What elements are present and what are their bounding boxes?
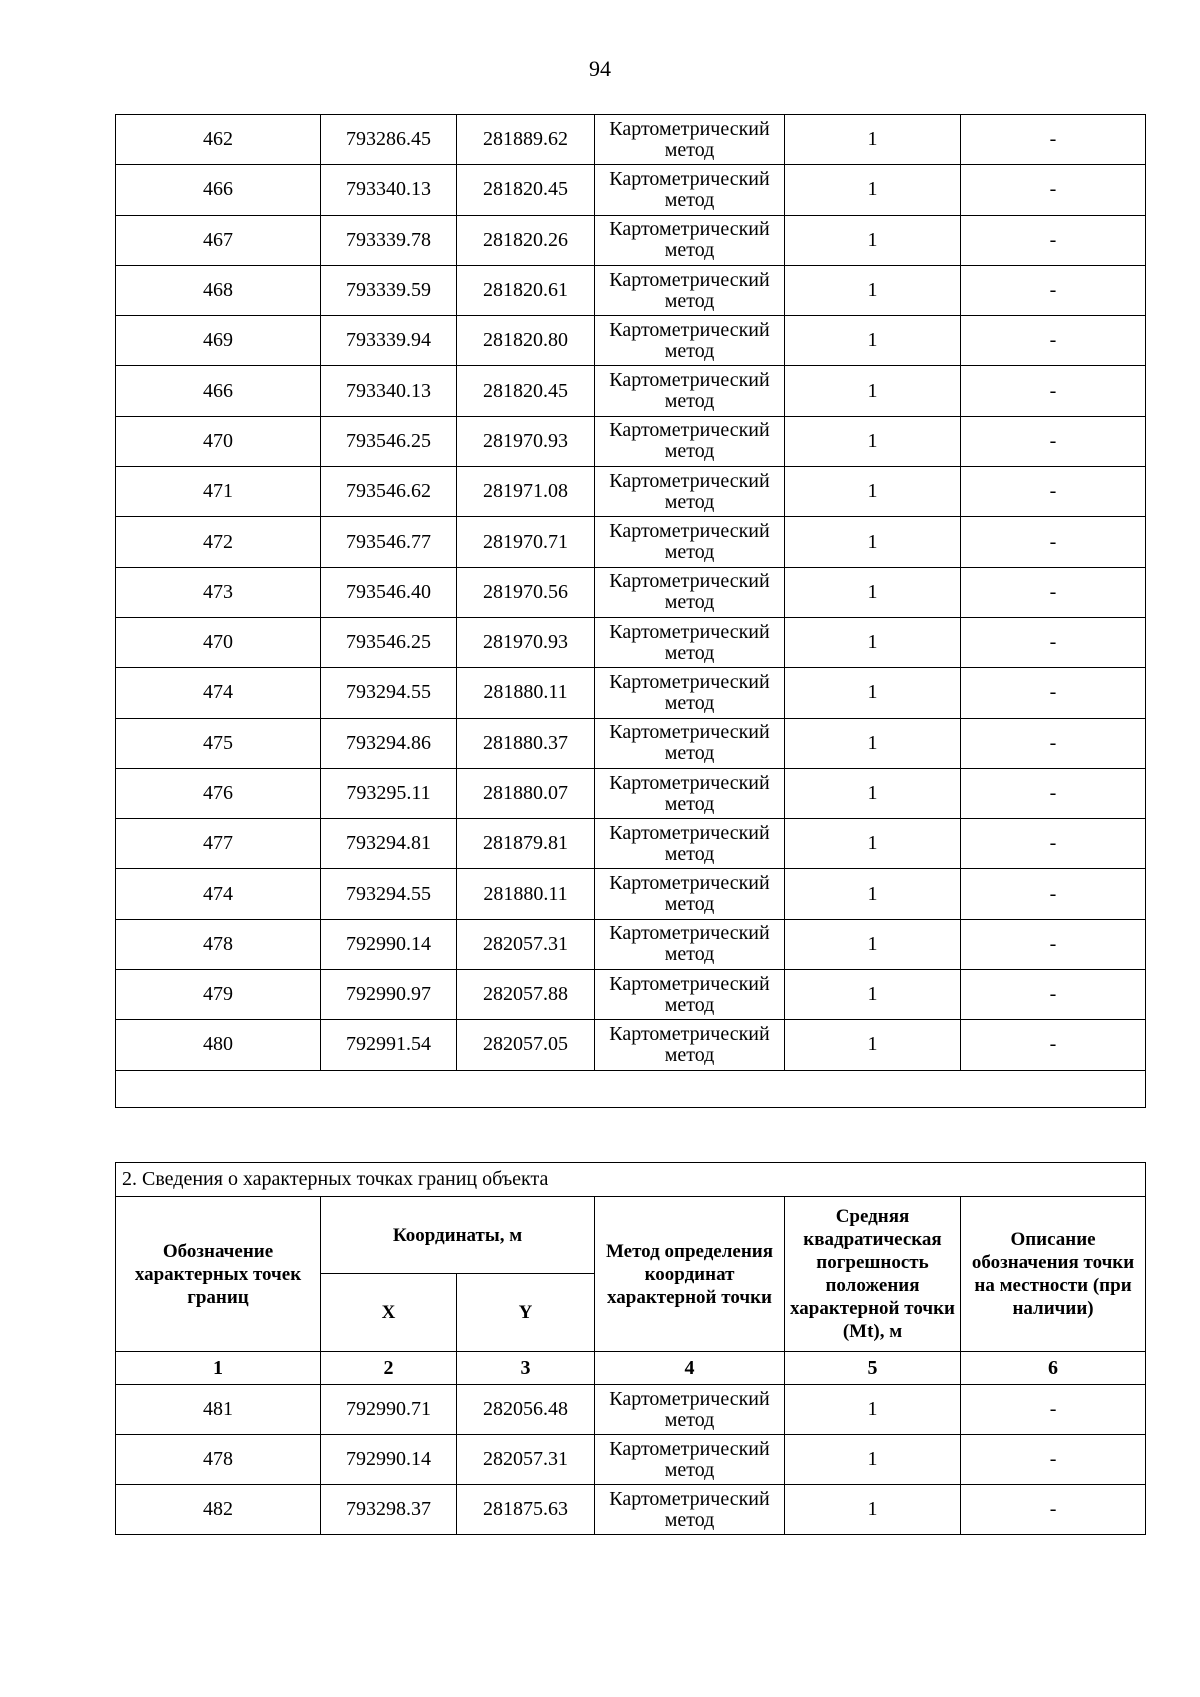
cell-error: 1	[785, 165, 961, 215]
cell-point: 478	[116, 1435, 321, 1485]
cell-error: 1	[785, 1485, 961, 1535]
cell-x: 792990.97	[321, 970, 457, 1020]
cell-x: 792990.14	[321, 1435, 457, 1485]
cell-error: 1	[785, 1435, 961, 1485]
header-y: Y	[457, 1274, 595, 1352]
column-number: 5	[785, 1352, 961, 1385]
table-row	[116, 617, 1146, 667]
cell-method: Картометрический метод	[595, 265, 785, 315]
cell-method: Картометрический метод	[595, 1485, 785, 1535]
cell-y: 281970.56	[457, 567, 595, 617]
table-row	[116, 467, 1146, 517]
cell-y: 281880.11	[457, 668, 595, 718]
cell-error: 1	[785, 718, 961, 768]
cell-method: Картометрический метод	[595, 517, 785, 567]
table1-body	[116, 115, 1146, 1108]
table-row	[116, 970, 1146, 1020]
cell-method: Картометрический метод	[595, 970, 785, 1020]
cell-description: -	[961, 617, 1146, 667]
cell-description: -	[961, 1020, 1146, 1070]
table-row	[116, 115, 1146, 165]
cell-x: 793546.40	[321, 567, 457, 617]
cell-point: 469	[116, 316, 321, 366]
cell-error: 1	[785, 366, 961, 416]
cell-error: 1	[785, 919, 961, 969]
cell-error: 1	[785, 768, 961, 818]
cell-y: 281880.11	[457, 869, 595, 919]
table-row	[116, 215, 1146, 265]
cell-description: -	[961, 215, 1146, 265]
cell-point: 471	[116, 467, 321, 517]
cell-point: 476	[116, 768, 321, 818]
cell-description: -	[961, 869, 1146, 919]
cell-method: Картометрический метод	[595, 215, 785, 265]
cell-y: 281879.81	[457, 819, 595, 869]
header-description: Описание обозначения точки на местности (при наличии)	[961, 1197, 1146, 1352]
table-caption: 2. Сведения о характерных точках границ объекта	[116, 1163, 1146, 1197]
cell-point: 472	[116, 517, 321, 567]
cell-x: 793294.55	[321, 668, 457, 718]
cell-method: Картометрический метод	[595, 1020, 785, 1070]
cell-x: 793298.37	[321, 1485, 457, 1535]
cell-x: 793294.55	[321, 869, 457, 919]
cell-method: Картометрический метод	[595, 768, 785, 818]
cell-y: 282057.88	[457, 970, 595, 1020]
cell-error: 1	[785, 467, 961, 517]
cell-y: 282057.05	[457, 1020, 595, 1070]
cell-x: 792990.71	[321, 1385, 457, 1435]
cell-error: 1	[785, 316, 961, 366]
table-row	[116, 316, 1146, 366]
empty-cell	[116, 1070, 1146, 1107]
cell-x: 793546.77	[321, 517, 457, 567]
cell-point: 474	[116, 668, 321, 718]
cell-method: Картометрический метод	[595, 165, 785, 215]
cell-y: 282057.31	[457, 1435, 595, 1485]
cell-error: 1	[785, 617, 961, 667]
table-row	[116, 1385, 1146, 1435]
cell-description: -	[961, 567, 1146, 617]
column-number-row	[116, 1352, 1146, 1385]
cell-point: 462	[116, 115, 321, 165]
table-row	[116, 1435, 1146, 1485]
table-row	[116, 1020, 1146, 1070]
table-row	[116, 718, 1146, 768]
cell-error: 1	[785, 1020, 961, 1070]
column-number: 6	[961, 1352, 1146, 1385]
cell-x: 793294.86	[321, 718, 457, 768]
cell-y: 281820.80	[457, 316, 595, 366]
cell-error: 1	[785, 1385, 961, 1435]
cell-x: 793340.13	[321, 366, 457, 416]
cell-method: Картометрический метод	[595, 718, 785, 768]
header-error: Средняя квадратическая погрешность положения характерной точки (Mt), м	[785, 1197, 961, 1352]
cell-point: 468	[116, 265, 321, 315]
cell-y: 281970.71	[457, 517, 595, 567]
table-row	[116, 869, 1146, 919]
cell-description: -	[961, 1485, 1146, 1535]
cell-x: 793546.25	[321, 416, 457, 466]
cell-method: Картометрический метод	[595, 316, 785, 366]
table-row	[116, 567, 1146, 617]
cell-method: Картометрический метод	[595, 869, 785, 919]
table-row	[116, 919, 1146, 969]
header-x: X	[321, 1274, 457, 1352]
cell-x: 792990.14	[321, 919, 457, 969]
table2-body	[116, 1163, 1146, 1535]
cell-method: Картометрический метод	[595, 668, 785, 718]
cell-method: Картометрический метод	[595, 115, 785, 165]
cell-y: 282057.31	[457, 919, 595, 969]
cell-x: 793339.59	[321, 265, 457, 315]
page-number: 94	[589, 56, 611, 81]
table-row	[116, 517, 1146, 567]
cell-description: -	[961, 366, 1146, 416]
cell-point: 470	[116, 617, 321, 667]
cell-method: Картометрический метод	[595, 617, 785, 667]
cell-x: 793339.94	[321, 316, 457, 366]
header-coordinates: Координаты, м	[321, 1197, 595, 1274]
cell-error: 1	[785, 115, 961, 165]
cell-method: Картометрический метод	[595, 467, 785, 517]
cell-description: -	[961, 416, 1146, 466]
cell-y: 281820.26	[457, 215, 595, 265]
header-point-designation: Обозначение характерных точек границ	[116, 1197, 321, 1352]
cell-error: 1	[785, 265, 961, 315]
cell-x: 793340.13	[321, 165, 457, 215]
boundary-points-table	[115, 1162, 1146, 1535]
cell-x: 793295.11	[321, 768, 457, 818]
cell-point: 466	[116, 366, 321, 416]
cell-method: Картометрический метод	[595, 1435, 785, 1485]
table-caption-row	[116, 1163, 1146, 1197]
cell-error: 1	[785, 668, 961, 718]
boundary-points-table-continued	[115, 114, 1146, 1108]
cell-method: Картометрический метод	[595, 366, 785, 416]
cell-y: 281875.63	[457, 1485, 595, 1535]
cell-description: -	[961, 970, 1146, 1020]
cell-x: 793546.25	[321, 617, 457, 667]
cell-method: Картометрический метод	[595, 416, 785, 466]
cell-description: -	[961, 265, 1146, 315]
column-number: 2	[321, 1352, 457, 1385]
cell-y: 281970.93	[457, 416, 595, 466]
table-row	[116, 366, 1146, 416]
cell-description: -	[961, 768, 1146, 818]
cell-error: 1	[785, 416, 961, 466]
cell-error: 1	[785, 215, 961, 265]
cell-point: 480	[116, 1020, 321, 1070]
cell-error: 1	[785, 567, 961, 617]
cell-point: 481	[116, 1385, 321, 1435]
cell-method: Картометрический метод	[595, 567, 785, 617]
cell-point: 478	[116, 919, 321, 969]
cell-x: 793546.62	[321, 467, 457, 517]
cell-description: -	[961, 467, 1146, 517]
cell-point: 475	[116, 718, 321, 768]
table-row	[116, 416, 1146, 466]
cell-description: -	[961, 517, 1146, 567]
cell-y: 281820.45	[457, 366, 595, 416]
column-number: 4	[595, 1352, 785, 1385]
empty-row	[116, 1070, 1146, 1107]
cell-point: 470	[116, 416, 321, 466]
cell-x: 792991.54	[321, 1020, 457, 1070]
cell-point: 466	[116, 165, 321, 215]
cell-y: 281970.93	[457, 617, 595, 667]
cell-error: 1	[785, 517, 961, 567]
cell-description: -	[961, 1385, 1146, 1435]
cell-description: -	[961, 165, 1146, 215]
table-row	[116, 165, 1146, 215]
cell-method: Картометрический метод	[595, 1385, 785, 1435]
cell-x: 793294.81	[321, 819, 457, 869]
cell-y: 281880.07	[457, 768, 595, 818]
cell-description: -	[961, 819, 1146, 869]
cell-point: 467	[116, 215, 321, 265]
cell-method: Картометрический метод	[595, 919, 785, 969]
column-number: 1	[116, 1352, 321, 1385]
cell-method: Картометрический метод	[595, 819, 785, 869]
cell-description: -	[961, 668, 1146, 718]
cell-error: 1	[785, 869, 961, 919]
cell-y: 281820.45	[457, 165, 595, 215]
cell-point: 479	[116, 970, 321, 1020]
header-row-top	[116, 1197, 1146, 1274]
cell-error: 1	[785, 819, 961, 869]
cell-y: 281880.37	[457, 718, 595, 768]
table-row	[116, 1485, 1146, 1535]
cell-point: 477	[116, 819, 321, 869]
cell-description: -	[961, 1435, 1146, 1485]
cell-x: 793339.78	[321, 215, 457, 265]
cell-y: 281971.08	[457, 467, 595, 517]
header-method: Метод определения координат характерной точки	[595, 1197, 785, 1352]
column-number: 3	[457, 1352, 595, 1385]
table-row	[116, 819, 1146, 869]
cell-description: -	[961, 115, 1146, 165]
cell-description: -	[961, 919, 1146, 969]
cell-description: -	[961, 718, 1146, 768]
cell-y: 282056.48	[457, 1385, 595, 1435]
cell-description: -	[961, 316, 1146, 366]
table-row	[116, 265, 1146, 315]
cell-y: 281889.62	[457, 115, 595, 165]
cell-x: 793286.45	[321, 115, 457, 165]
cell-y: 281820.61	[457, 265, 595, 315]
cell-error: 1	[785, 970, 961, 1020]
table-row	[116, 668, 1146, 718]
cell-point: 473	[116, 567, 321, 617]
cell-point: 482	[116, 1485, 321, 1535]
table-row	[116, 768, 1146, 818]
cell-point: 474	[116, 869, 321, 919]
